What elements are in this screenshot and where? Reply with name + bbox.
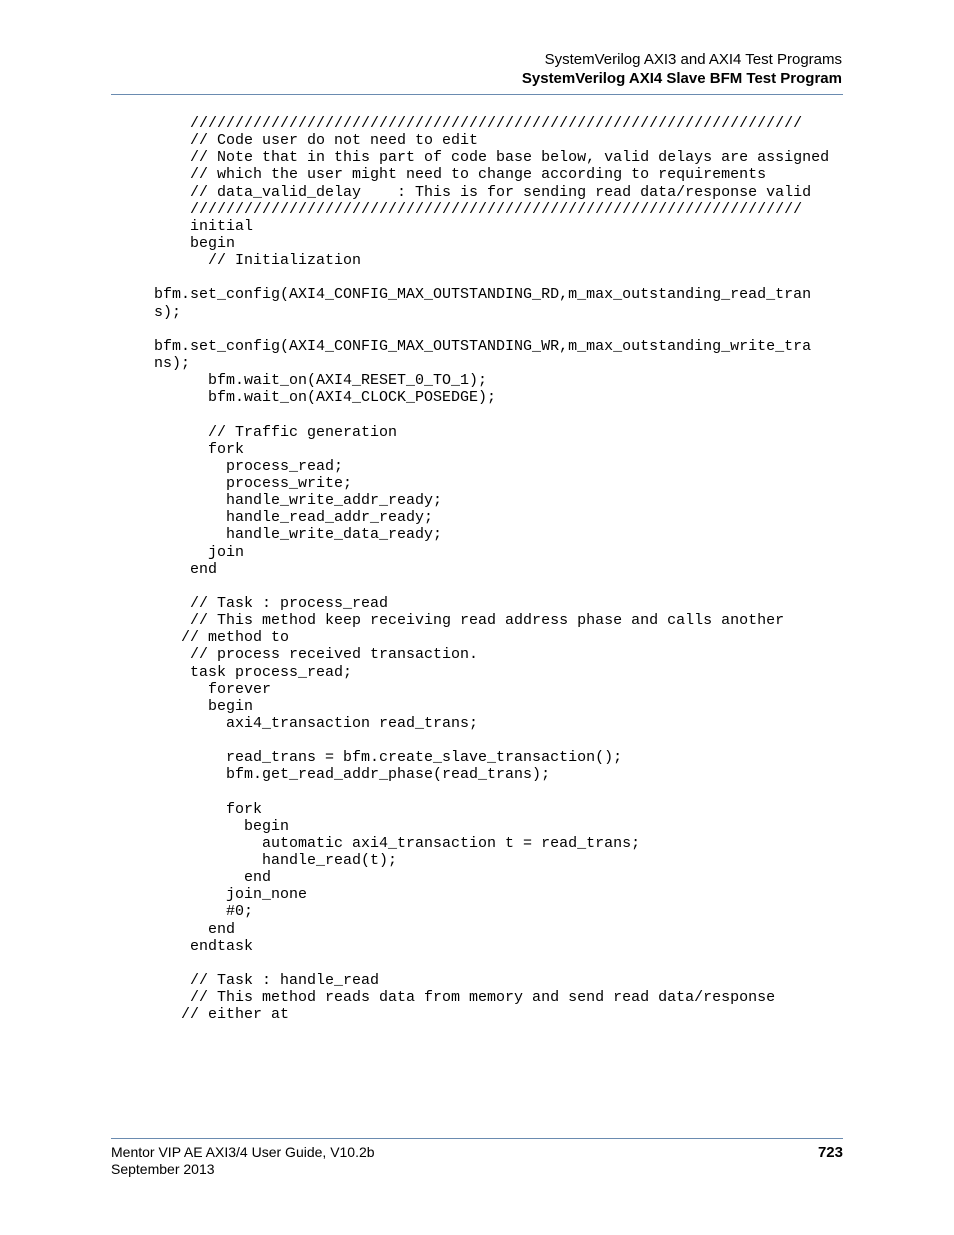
code-line xyxy=(154,783,829,800)
code-line: #0; xyxy=(154,903,254,921)
code-line: ns); xyxy=(154,354,191,372)
code-line xyxy=(154,406,829,423)
code-line: endtask xyxy=(154,937,254,955)
code-line: end xyxy=(154,920,236,938)
code-line: fork xyxy=(154,800,263,818)
page-header xyxy=(522,50,842,88)
code-line: s); xyxy=(154,303,182,321)
code-line: bfm.set_config(AXI4_CONFIG_MAX_OUTSTANDING_RD,m_max_outstanding_read_tran xyxy=(154,286,812,304)
code-line: // which the user might need to change according to requirements xyxy=(154,166,767,184)
code-line xyxy=(154,269,829,286)
footer-info xyxy=(111,1144,375,1178)
code-line: process_write; xyxy=(154,474,353,492)
code-line xyxy=(154,732,829,749)
code-line: fork xyxy=(154,440,245,458)
code-line: // This method keep receiving read address phase and calls another xyxy=(154,612,785,630)
code-line: begin xyxy=(154,234,236,252)
code-line: join xyxy=(154,543,245,561)
code-line: axi4_transaction read_trans; xyxy=(154,714,479,732)
code-line: automatic axi4_transaction t = read_trans; xyxy=(154,834,641,852)
header-rule xyxy=(111,94,843,95)
code-line xyxy=(154,955,829,972)
code-line: process_read; xyxy=(154,457,344,475)
code-line: // method to xyxy=(154,629,290,647)
code-line: bfm.wait_on(AXI4_CLOCK_POSEDGE); xyxy=(154,389,497,407)
section-title: SystemVerilog AXI4 Slave BFM Test Program xyxy=(521,70,842,87)
code-line: // Code user do not need to edit xyxy=(154,132,479,150)
code-line xyxy=(154,321,829,338)
code-line: handle_read(t); xyxy=(154,852,398,870)
code-line xyxy=(154,578,829,595)
guide-title: Mentor VIP AE AXI3/4 User Guide, V10.2b xyxy=(111,1144,375,1160)
code-line: // Task : handle_read xyxy=(154,972,380,990)
code-line: begin xyxy=(154,817,290,835)
code-line: // Task : process_read xyxy=(154,594,389,612)
code-line: join_none xyxy=(154,886,308,904)
code-listing xyxy=(154,115,829,1023)
code-line: //////////////////////////////////////////////////////////////////// xyxy=(154,115,803,132)
code-line: // Initialization xyxy=(154,252,362,270)
code-line: initial xyxy=(154,217,254,235)
code-line: // data_valid_delay : This is for sending read data/response valid xyxy=(154,183,812,201)
code-line: forever xyxy=(154,680,272,698)
code-line: task process_read; xyxy=(154,663,353,681)
code-line: end xyxy=(154,560,218,578)
code-line: handle_write_addr_ready; xyxy=(154,492,443,510)
code-line: // Traffic generation xyxy=(154,423,398,441)
chapter-title: SystemVerilog AXI3 and AXI4 Test Programs xyxy=(544,51,842,68)
code-line: bfm.wait_on(AXI4_RESET_0_TO_1); xyxy=(154,372,488,390)
page-number: 723 xyxy=(817,1144,843,1161)
code-line: // This method reads data from memory and send read data/response xyxy=(154,989,776,1007)
publication-date: September 2013 xyxy=(111,1161,215,1177)
footer-rule xyxy=(111,1138,843,1139)
code-line: read_trans = bfm.create_slave_transaction(); xyxy=(154,749,623,767)
code-line: // either at xyxy=(154,1006,290,1024)
code-line: begin xyxy=(154,697,254,715)
code-line: end xyxy=(154,869,272,887)
code-line: // process received transaction. xyxy=(154,646,479,664)
code-line: // Note that in this part of code base below, valid delays are assigned xyxy=(154,149,830,167)
code-line: handle_write_data_ready; xyxy=(154,526,443,544)
code-line: bfm.get_read_addr_phase(read_trans); xyxy=(154,766,551,784)
code-line: bfm.set_config(AXI4_CONFIG_MAX_OUTSTANDING_WR,m_max_outstanding_write_tra xyxy=(154,337,812,355)
code-line: handle_read_addr_ready; xyxy=(154,509,434,527)
code-line: //////////////////////////////////////////////////////////////////// xyxy=(154,200,803,218)
